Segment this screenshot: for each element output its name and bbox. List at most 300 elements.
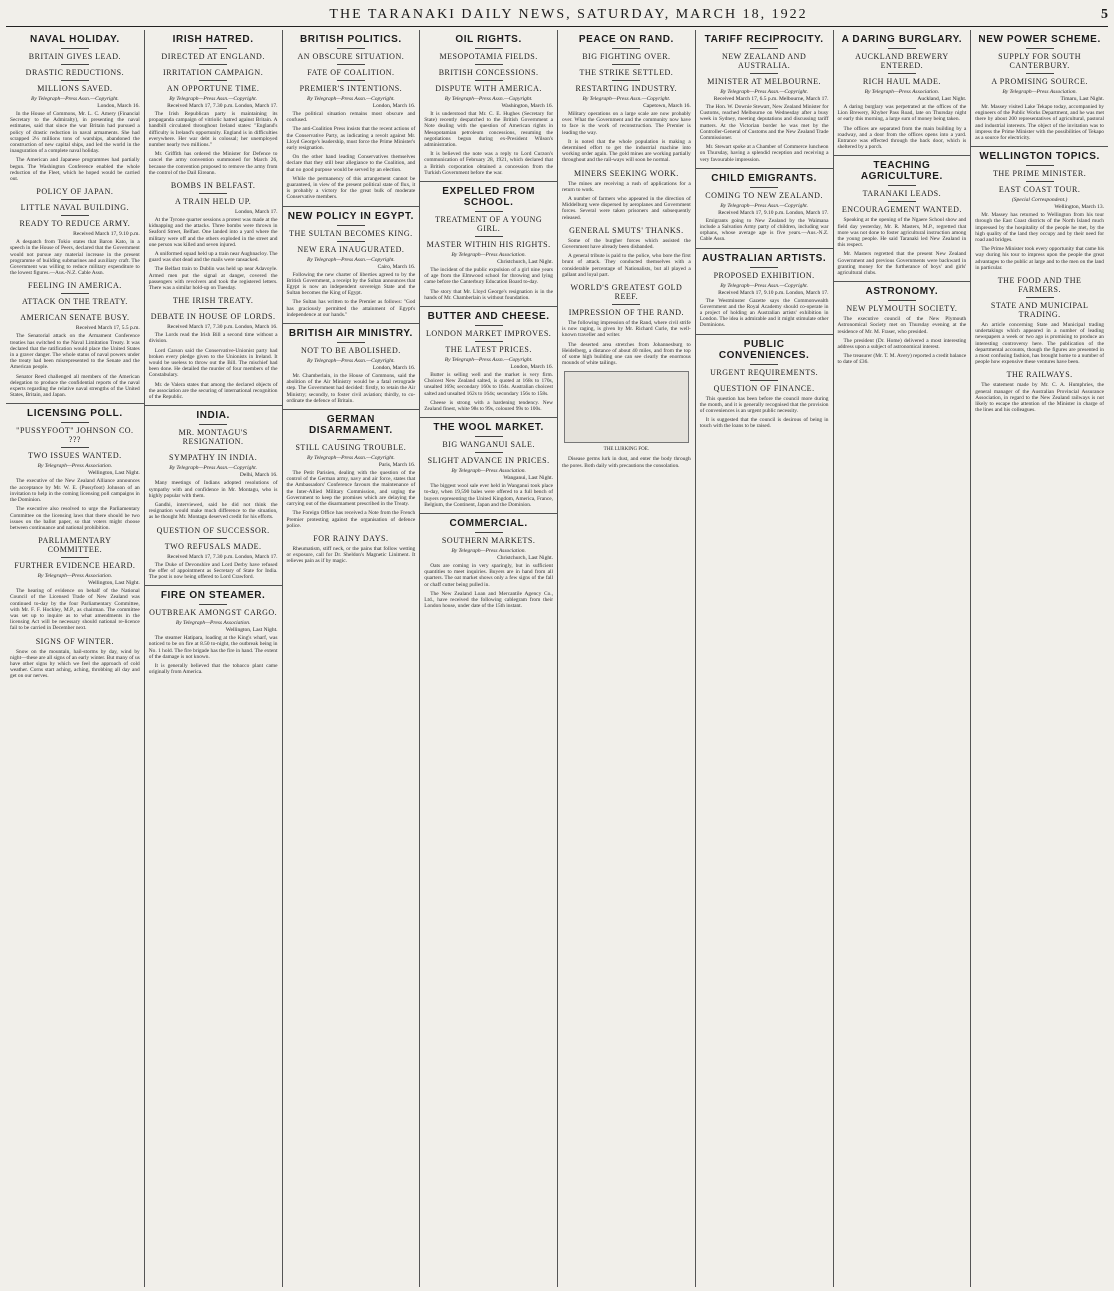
column-5: [557, 30, 695, 1287]
headline-rule: [475, 325, 503, 326]
article-paragraph: The Foreign Office has received a Note from the French Premier protesting against the organisation of defence police.: [286, 510, 416, 529]
headline: BRITISH POLITICS.: [299, 34, 402, 45]
article: [287, 328, 416, 404]
headline: TEACHING AGRICULTURE.: [860, 160, 943, 183]
dateline: Received March 17, 7.30 p.m. London, March 17.: [167, 553, 278, 560]
byline: By Telegraph—Press Assn.—Copyright.: [444, 357, 533, 364]
article: [10, 536, 140, 631]
page-number: 5: [1100, 7, 1108, 22]
subheadline: A TRAIN HELD UP.: [174, 197, 252, 207]
article-paragraph: Military operations on a large scale are now probably over. What the Government and the community now have to face is the work of reconstruction. The Premier is leading the way.: [562, 111, 691, 136]
headline: AUSTRALIAN ARTISTS.: [701, 252, 827, 264]
subheadline: SIGNS OF WINTER.: [35, 636, 115, 646]
article-paragraph: The Westminster Gazette says the Commonwealth Government and the Royal Academy should co-operate in a project of holding an Australian artists' exhibition in London. The idea is admirable and it might stimulate other Dominions.: [699, 297, 829, 329]
subheadline: BOMBS IN BELFAST.: [170, 181, 256, 191]
dateline: Received March 17, 6.5 p.m. Melbourne, March 17.: [713, 96, 829, 102]
headline: WELLINGTON TOPICS.: [979, 151, 1100, 163]
headline-rule: [1026, 181, 1054, 182]
dateline: Timaru, Last Night.: [1060, 96, 1104, 102]
article-paragraph: The Lords read the Irish Bill a second time without a division.: [148, 332, 278, 345]
subheadline: THE RAILWAYS.: [1006, 370, 1073, 380]
byline: By Telegraph—Press Assn.—Copyright.: [169, 465, 258, 472]
byline: By Telegraph—Press Assn.—Copyright.: [306, 96, 395, 102]
byline: By Telegraph—Press Association.: [175, 620, 251, 627]
subheadline: OUTBREAK AMONGST CARGO.: [149, 608, 278, 618]
subheadline: SLIGHT ADVANCE IN PRICES.: [427, 456, 550, 466]
dateline: Received March 17, 9.10 p.m. London, March 17.: [718, 209, 829, 216]
headline-rule: [199, 80, 227, 81]
article-paragraph: The following impression of the Rand, where civil strife is now raging, is given by Mr. Richard Curle, the well-known traveller and writer.: [562, 320, 691, 339]
article-paragraph: Lord Carson said the Conservative-Unionist party had broken every pledge given to the Unionists in Ireland. It would be useless to throw out the Bill. The mischief had been done. He detailed the murder of four members of the Constabulary.: [148, 347, 278, 379]
article-paragraph: It is noted that the whole population is making a determined effort to get the industrial machine into working order again. The gold mines are working partially throughout and the rail-ways will soon be normal.: [562, 138, 691, 164]
dateline: Christchurch, Last Night.: [497, 555, 553, 562]
headline-rule: [61, 64, 89, 65]
article: [562, 226, 691, 278]
article: [287, 34, 416, 201]
article-paragraph: Senator Reed challenged all members of the American delegation to produce the confidential reports of the naval experts regarding the relative naval strengths of the United States, Britain, and Japan.: [10, 373, 140, 399]
headline: NAVAL HOLIDAY.: [30, 34, 120, 45]
article-paragraph: Mr. Griffith has ordered the Minister for Defence to cancel the army convention summoned for March 26, because the convention proposed to remove the army from the control of the Dail Eireann.: [148, 151, 278, 176]
subheadline: TARANAKI LEADS.: [862, 189, 942, 199]
subheadline: TREATMENT OF A YOUNG GIRL.: [435, 215, 543, 234]
subheadline: LITTLE NAVAL BUILDING.: [20, 203, 130, 213]
headline-rule: [750, 364, 778, 365]
article-paragraph: The statement made by Mr. C. A. Humphries, the general manager of the Australian Provincial Assurance Association, in regard to the New Zealand railways is not likely to escape the attention of the Minister in charge of the lines and his colleagues.: [975, 382, 1104, 414]
article-paragraph: The Prime Minister took every opportunity that came his way during his tour to impress upon the people the great advantages to the public at large and to the men on the land in particular.: [975, 246, 1105, 271]
article-paragraph: It is understood that Mr. C. E. Hughes (Secretary for State) recently despatched to the British Government a Note dealing with the question of American rights in Mesopotamian petroleum concessions, resuming the negotiations begun during ex-President Wilson's administration.: [424, 111, 553, 149]
article-divider: [420, 417, 557, 418]
headline-rule: [475, 211, 503, 212]
article-paragraph: Following the new charter of liberties agreed to by the British Government, a receipt by the Sultan announces that Egypt is now an independent sovereign State and the Sultan becomes the King of Egypt.: [286, 271, 416, 297]
subheadline: PROPOSED EXHIBITION.: [713, 270, 815, 280]
subheadline: THE LATEST PRICES.: [445, 345, 532, 355]
subheadline: TWO REFUSALS MADE.: [164, 541, 262, 551]
headline-rule: [475, 452, 503, 453]
headline-rule: [888, 300, 916, 301]
headline: PUBLIC CONVENIENCES.: [718, 338, 810, 361]
headline-rule: [475, 436, 503, 437]
headline-rule: [61, 48, 89, 49]
article: [975, 34, 1104, 141]
headline: THE WOOL MARKET.: [433, 422, 544, 434]
article-paragraph: It is believed the note was a reply to Lord Curzon's communication of February 28, 1921, which declared that a British corporation obtained a concession from the Turkish Government before the war.: [424, 151, 553, 176]
byline: By Telegraph—Press Assn.—Copyright.: [720, 202, 809, 209]
byline: By Telegraph—Press Association.: [451, 468, 526, 475]
byline: By Telegraph—Press Assn.—Copyright.: [306, 455, 395, 462]
headline-rule: [199, 48, 227, 49]
article-paragraph: The offices are separated from the main building by a roadway, and a door from the offices opens into a yard. Entrance was effected through the back door, which is sheltered by a porch.: [837, 125, 967, 151]
article-paragraph: Gandhi, interviewed, said he did not think the resignation would make much difference to the situation, as he thought Mr. Montagu deserved credit for his efforts.: [148, 501, 278, 521]
article: [424, 186, 553, 301]
headline: A DARING BURGLARY.: [841, 34, 963, 45]
article-divider: [420, 306, 557, 307]
article: [562, 371, 691, 468]
subheadline: URGENT REQUIREMENTS.: [710, 367, 819, 377]
column-1: [6, 30, 144, 1287]
headline: GERMAN DISARMAMENT.: [308, 414, 393, 437]
article-divider: [145, 585, 282, 586]
subheadline: PREMIER'S INTENTIONS.: [299, 84, 403, 93]
headline: ASTRONOMY.: [865, 286, 939, 298]
headline-rule: [750, 267, 778, 268]
article-paragraph: The Sultan has written to the Premier as follows: "God has graciously permitted the attainment of Egypt's independence at our hands.": [286, 299, 416, 318]
article-paragraph: The political situation remains most obscure and confused.: [286, 111, 416, 124]
article-paragraph: The Irish Republican party is maintaining its propaganda campaign of vitriolic hatred against Britain. A handbill circulated throughout Ireland states: "England's difficulty is Ireland's opportunity. England is in difficulties everywhere. Her war debt is colossal; her unemployed number nearly two millions.": [148, 111, 278, 149]
article: [287, 414, 416, 529]
column-grid: [6, 30, 1108, 1287]
headline: CHILD EMIGRANTS.: [711, 172, 817, 184]
subheadline: BRITAIN GIVES LEAD.: [28, 52, 121, 61]
subheadline: FATE OF COALITION.: [307, 68, 395, 77]
article: [149, 526, 278, 581]
article: [700, 253, 829, 329]
byline: By Telegraph—Press Assn.—Copyright.: [720, 282, 809, 289]
subheadline: BIG WANGANUI SALE.: [442, 440, 535, 450]
column-2: [144, 30, 282, 1287]
article-paragraph: The story that Mr. Lloyd George's resignation is in the hands of Mr. Chamberlain is without foundation.: [424, 288, 553, 301]
subheadline: WORLD'S GREATEST GOLD REEF.: [570, 283, 683, 302]
dateline: Received March 17, 5.5 p.m.: [75, 325, 140, 332]
headline: NEW POWER SCHEME.: [978, 34, 1101, 45]
byline: By Telegraph—Press Association.: [451, 548, 526, 555]
headline: FIRE ON STEAMER.: [160, 590, 266, 602]
subheadline: DISPUTE WITH AMERICA.: [435, 84, 542, 93]
subheadline: TWO ISSUES WANTED.: [28, 451, 122, 461]
article-divider: [420, 513, 557, 514]
article-paragraph: The mines are receiving a rush of applications for a return to work.: [562, 180, 691, 193]
headline-rule: [199, 538, 227, 539]
dateline: Capetown, March 16.: [643, 103, 691, 109]
headline-rule: [337, 342, 365, 343]
dateline: Received March 17, 9.10 p.m. London, March 17.: [718, 289, 829, 296]
dateline: London, March 16.: [97, 103, 140, 109]
byline: By Telegraph—Press Association.: [864, 89, 940, 95]
article-paragraph: Butter is selling well and the market is very firm. Choicest New Zealand salted, is quoted at 168s to 170s, unsalted 169s; secondary 160s to 164s. Australian choicest salted and unsalted 162s to 164s; secondary 156s to 158s.: [424, 372, 553, 397]
subheadline: ATTACK ON THE TREATY.: [21, 297, 128, 307]
article: [562, 169, 691, 221]
article-paragraph: It is generally believed that the tobacco plant came originally from America.: [148, 662, 278, 676]
article: [838, 286, 967, 365]
subheadline: FURTHER EVIDENCE HEARD.: [14, 561, 136, 571]
subheadline: THE FOOD AND THE FARMERS.: [997, 276, 1082, 295]
headline-rule: [61, 422, 89, 423]
article-paragraph: A general tribute is paid to the police, who bore the first brunt of attack. They conducted themselves with a considerable percentage of Nationalists, but all played a gallant and loyal part.: [562, 253, 691, 278]
article-divider: [834, 155, 971, 156]
subheadline: RESTARTING INDUSTRY.: [575, 84, 678, 93]
headline-rule: [337, 225, 365, 226]
headline-rule: [750, 380, 778, 381]
article-paragraph: Emigrants going to New Zealand by the Waimana include a Salvation Army party of children, including war orphans, whose average age is five years.—Aus.-N.Z. Cable Assn.: [699, 217, 829, 243]
article: [838, 160, 967, 276]
article: [424, 518, 553, 609]
article-paragraph: While the permanency of this arrangement cannot be guaranteed, in view of the present political state of flux, it is probably a victory for the great bulk of moderate Conservative members.: [286, 175, 416, 201]
headline-rule: [337, 48, 365, 49]
article: [975, 370, 1104, 413]
article-paragraph: Mr. Chamberlain, in the House of Commons, said the abolition of the Air Ministry would be a fatal retrograde step. The Government had decided: firstly, to retain the Air Ministry; secondly, to foster civil aviation; thirdly, to co-ordinate the defence of Britain.: [286, 373, 416, 404]
article-paragraph: The steamer Hatipara, loading at the King's wharf, was noticed to be on fire at 8.50 to-night, the outbreak being in No. 1 hold. The fire brigade has the fire in hand. The extent of the damage is not known.: [148, 635, 278, 660]
headline-rule: [199, 193, 227, 194]
article-paragraph: Mr. Massey visited Lake Tekapo today, accompanied by engineers of the Public Works Department, and he was met there by about 200 representatives of agricultural, pastoral and industrial interests. The object of the invitation was to impress the Prime Minister with the possibilities of Tekapo as a source for electricity.: [975, 104, 1104, 142]
headline-rule: [750, 48, 778, 49]
dateline: London, March 16.: [372, 103, 416, 109]
article: [287, 211, 416, 318]
headline-rule: [612, 80, 640, 81]
dateline: Received March 17, 7.30 p.m. London, March 17.: [167, 103, 278, 109]
article: [838, 34, 967, 150]
subheadline: THE SULTAN BECOMES KING.: [289, 228, 413, 238]
subheadline: SOUTHERN MARKETS.: [441, 536, 536, 546]
headline-rule: [475, 341, 503, 342]
article: [149, 410, 278, 520]
headline-rule: [888, 73, 916, 74]
byline: By Telegraph—Press Assn.—Copyright.: [444, 96, 533, 102]
subheadline: THE STRIKE SETTLED.: [579, 68, 674, 77]
dateline: Wellington, Last Night.: [225, 627, 278, 634]
headline-rule: [61, 80, 89, 81]
article: [975, 151, 1104, 271]
headline-rule: [61, 309, 89, 310]
headline-rule: [475, 80, 503, 81]
subheadline: READY TO REDUCE ARMY.: [19, 219, 131, 229]
headline-rule: [475, 236, 503, 237]
article-paragraph: A number of farmers who appeared in the direction of Middelburg were dispersed by aeroplanes and Government forces. Several were taken prisoners and subsequently released.: [562, 196, 691, 221]
subheadline: COMING TO NEW ZEALAND.: [705, 190, 823, 200]
article-paragraph: The incident of the public expulsion of a girl nine years of age from the Elmwood school for throwing and lying came before the Canterbury Education Board to-day.: [424, 267, 553, 286]
headline-rule: [337, 64, 365, 65]
subheadline: LONDON MARKET IMPROVES.: [425, 329, 552, 339]
article-paragraph: A despatch from Tokio states that Baron Kato, in a speech in the House of Peers, declared that the Government would not pursue any material increase in the present programme of building submarines and auxiliary craft. The Government was willing to reduce military expenditure to the lowest figures.—Aus.-N.Z. Cable Assn.: [10, 239, 140, 277]
article: [975, 276, 1104, 365]
headline-rule: [475, 532, 503, 533]
article-paragraph: On the other hand leading Conservatives themselves declare that they still bear allegiance to the Coalition, and that no good purpose would be served by an election.: [286, 154, 416, 173]
article: [562, 283, 691, 366]
subheadline: NEW ZEALAND AND AUSTRALIA.: [722, 52, 807, 70]
article-paragraph: Snow on the mountain, hail-storms by day, wind by night—these are all signs of an early winter. But many of us have other signs by which we feel the approach of cold weather. Corns start aching, aching, throbbing all day and get on our nerves.: [10, 648, 140, 680]
article-paragraph: Mr. Stewart spoke at a Chamber of Commerce luncheon on Thursday, having a splendid reception and receiving a very favourable impression.: [699, 144, 829, 163]
headline-rule: [199, 604, 227, 605]
headline-rule: [612, 64, 640, 65]
dateline: Auckland, Last Night.: [917, 96, 967, 102]
article-paragraph: Oats are coming in very sparingly, but in sufficient quantities to meet inquiries. Buyers are in hand from all quarters. The oat market shows only a few signs of the fall or chaff cutter being pulled in.: [424, 563, 553, 588]
headline-rule: [199, 308, 227, 309]
subheadline: AUCKLAND BREWERY ENTERED.: [855, 52, 949, 70]
headline: OIL RIGHTS.: [455, 34, 522, 45]
headline-rule: [199, 64, 227, 65]
advert-illustration: [564, 371, 689, 443]
headline-rule: [612, 304, 640, 305]
article-paragraph: Mr. de Valera states that among the declared objects of the association are the securing of international recognition of the Republic.: [148, 381, 278, 401]
byline: By Telegraph—Press Association.: [37, 463, 113, 470]
headline-rule: [888, 185, 916, 186]
headline-rule: [1026, 48, 1054, 49]
article-divider: [6, 403, 144, 404]
subheadline: MINISTER AT MELBOURNE.: [707, 77, 821, 86]
article-paragraph: The Belfast train to Dublin was held up near Adavoyle. Armed men put the signal at danger, covered the passengers with revolvers and took the registered letters. There was a similar hold-up on Tuesday.: [148, 266, 278, 292]
headline-rule: [337, 80, 365, 81]
subheadline: STILL CAUSING TROUBLE.: [295, 443, 407, 453]
article: [700, 339, 829, 430]
headline: PEACE ON RAND.: [578, 34, 674, 45]
article-divider: [283, 206, 420, 207]
article-paragraph: Speaking at the opening of the Ngaere School show and field day yesterday, Mr. R. Masters, M.P., regretted that more was not done to foster agricultural instruction among the young people. He said Taranaki led New Zealand in this respect.: [837, 217, 967, 249]
headline-rule: [475, 48, 503, 49]
article: [424, 34, 553, 176]
article-paragraph: Mr. Masters regretted that the present New Zealand Government and previous Governments were backward in granting money for the furtherance of boys' and girls' agricultural clubs.: [837, 251, 967, 277]
subheadline: DEBATE IN HOUSE OF LORDS.: [150, 312, 276, 322]
article-paragraph: Disease germs lurk in dust, and enter the body through the pores. Both daily with precautions the consolation.: [562, 456, 691, 469]
masthead: [6, 4, 1108, 27]
article-paragraph: The president (Dr. Home) delivered a most interesting address upon a subject of astronomical interest.: [837, 337, 967, 351]
subheadline: QUESTION OF SUCCESSOR.: [156, 525, 270, 535]
byline: (Special Correspondent.): [1011, 197, 1068, 204]
subheadline: "PUSSYFOOT" JOHNSON CO. ???: [16, 426, 134, 445]
headline-rule: [612, 48, 640, 49]
headline-rule: [199, 449, 227, 450]
subheadline: ENCOURAGEMENT WANTED.: [841, 205, 962, 215]
article: [700, 173, 829, 243]
subheadline: BIG FIGHTING OVER.: [582, 52, 671, 61]
dateline: London, March 16.: [510, 364, 553, 371]
subheadline: IMPRESSION OF THE RAND.: [568, 308, 685, 318]
article: [149, 34, 278, 176]
column-4: [419, 30, 557, 1287]
headline: NEW POLICY IN EGYPT.: [287, 210, 415, 222]
advert-caption: THE LURKING FOE.: [603, 447, 650, 453]
headline-rule: [61, 557, 89, 558]
dateline: Christchurch, Last Night.: [497, 259, 553, 266]
article-paragraph: The biggest wool sale ever held in Wanganui took place to-day, when 19,590 bales were offered to a full bench of buyers representing the United Kingdom, America, France, Belgium, the Continent, Japan and the Dominion.: [424, 483, 553, 508]
subheadline: DRASTIC REDUCTIONS.: [25, 68, 125, 77]
subheadline: RICH HAUL MADE.: [862, 77, 941, 86]
headline-rule: [1026, 73, 1054, 74]
article-paragraph: Some of the burgher forces which assisted the Government have already been disbanded.: [562, 237, 691, 251]
dateline: London, March 17.: [235, 209, 278, 216]
subheadline: QUESTION OF FINANCE.: [713, 383, 815, 393]
headline: COMMERCIAL.: [449, 518, 528, 530]
subheadline: FEELING IN AMERICA.: [28, 281, 122, 291]
headline: BUTTER AND CHEESE.: [427, 311, 550, 323]
article: [149, 296, 278, 400]
article: [424, 311, 553, 412]
article-paragraph: The executive of the New Zealand Alliance announces the acceptance by Mr. W. E. (Pussyfoot) Johnson of an invitation to help in the coming licensing poll campaigns in the Dominion.: [10, 478, 140, 504]
byline: By Telegraph—Press Association.: [37, 573, 113, 580]
dateline: Wellington, March 13.: [1054, 204, 1104, 211]
subheadline: A PROMISING SOURCE.: [991, 77, 1088, 86]
article: [10, 408, 140, 531]
subheadline: POLICY OF JAPAN.: [36, 187, 114, 197]
article-paragraph: An article concerning State and Municipal trading undertakings which appeared in a number of leading newspapers a week or two ago is promising to produce an interesting controversy here. The publication of the departmental accounts, though the figures are presented in a most confusing fashion, has brought home to a number of people how expensive these ventures have been.: [975, 322, 1104, 366]
dateline: Received March 17, 9.10 p.m.: [73, 231, 140, 238]
byline: By Telegraph—Press Assn.—Copyright.: [582, 96, 671, 102]
headline-rule: [888, 201, 916, 202]
dateline: Cairo, March 16.: [377, 263, 416, 270]
subheadline: IRRITATION CAMPAIGN.: [163, 68, 264, 77]
article-divider: [145, 405, 282, 406]
dateline: London, March 16.: [372, 365, 416, 372]
article-divider: [834, 281, 971, 282]
article: [562, 34, 691, 164]
article: [149, 181, 278, 291]
byline: By Telegraph—Press Assn.—Copyright.: [306, 256, 395, 263]
subheadline: MINERS SEEKING WORK.: [574, 168, 679, 178]
headline-rule: [199, 424, 227, 425]
byline: By Telegraph—Press Assn.—Copyright.: [306, 358, 395, 365]
subheadline: SYMPATHY IN INDIA.: [169, 453, 258, 463]
article-paragraph: At the Tyrone quarter sessions a protest was made at the kidnapping and the attacks. Three bombs were thrown in Seaford Street, Belfast. One landed into a yard where the military were off and the others exploded in the street and one person was killed and seven injured.: [148, 217, 278, 248]
article-paragraph: The executive council of the New Plymouth Astronomical Society met on Thursday evening at the residence of Mr. M. Fraser, who presided.: [837, 316, 967, 335]
article-paragraph: Mr. Massey has returned to Wellington from his tour through the East Coast districts of the North Island much impressed by the hospitality of the people he met, by the high quality of the land they occupy and by their need for road and bridges.: [975, 212, 1104, 244]
article-divider: [696, 168, 833, 169]
article-paragraph: The Hon. W. Downie Stewart, New Zealand Minister for Customs, reached Melbourne on Wednesday after a busy week in Sydney, meeting deputations and discussing tariff matters. At the Victorian border he was met by the Controller-General of Customs and the New Zealand Trade Commissioner.: [699, 104, 829, 142]
article-paragraph: The New Zealand Loan and Mercantile Agency Co., Ltd., have received the following cablegram from their London house, under date of the 15th instant.: [424, 590, 553, 610]
article-paragraph: The deserted area stretches from Johannesburg to Heidelberg, a distance of about 40 miles, and from the top of some high building one can see clearly the enormous mounds of white tailings.: [562, 341, 691, 367]
headline: LICENSING POLL.: [27, 408, 123, 420]
subheadline: THE PRIME MINISTER.: [992, 169, 1087, 179]
article: [10, 187, 140, 276]
column-7: [833, 30, 971, 1287]
subheadline: NEW PLYMOUTH SOCIETY.: [846, 304, 958, 314]
headline-rule: [61, 199, 89, 200]
article-paragraph: A uniformed squad held up a train near Aughnacloy. The guard was shot dead and the mails were ransacked.: [148, 251, 278, 264]
article-paragraph: The hearing of evidence on behalf of the National Council of the Licensed Trade of New Zealand was continued to-day by the four Parliamentary Committee, with Mr. F. F. Hockley, M.P., as chairman. The committee was set up to inquire as to what amendments in the licensing Act will be necessary should national re-licence fail to be carried in December next.: [10, 588, 140, 632]
dateline: Washington, March 16.: [501, 103, 553, 109]
headline: INDIA.: [196, 410, 230, 422]
subheadline: NOT TO BE ABOLISHED.: [300, 346, 401, 356]
article-paragraph: The Senatorial attack on the Armament Conference treaties has switched to the Naval Limitation Treaty. It was declared that the ratification would place the United States in a graver danger. The whole status of naval powers under the treaty had been misrepresented to the Senate and the American people.: [10, 333, 140, 371]
article-divider: [283, 409, 420, 410]
dateline: Wellington, Last Night.: [87, 580, 140, 587]
article-paragraph: This question has been before the council more during the month, and it is generally recognised that the provision of conveniences is an urgent public necessity.: [699, 395, 829, 415]
headline: TARIFF RECIPROCITY.: [704, 34, 824, 45]
article: [10, 637, 140, 680]
dateline: Wellington, Last Night.: [87, 470, 140, 477]
article-paragraph: The anti-Coalition Press insists that the recent actions of the Conservative Party, as indicating a revolt against Mr. Lloyd George's leadership, must force the Prime Minister's early resignation.: [286, 126, 416, 152]
headline-rule: [750, 73, 778, 74]
article-paragraph: Many meetings of Indians adopted resolutions of sympathy with and confidence in Mr. Montagu, who is highly popular with them.: [148, 480, 278, 499]
headline-rule: [1026, 297, 1054, 298]
subheadline: GENERAL SMUTS' THANKS.: [569, 225, 684, 235]
article-paragraph: The executive also resolved to urge the Parliamentary Committee on the licensing laws that there should be two issues on the ballot paper, so that voters might choose between continuance and national prohibition.: [10, 506, 140, 531]
article: [149, 590, 278, 675]
article: [287, 534, 416, 565]
column-3: [282, 30, 420, 1287]
dateline: Wanganui, Last Night.: [503, 475, 553, 482]
subheadline: BRITISH CONCESSIONS.: [438, 68, 539, 77]
subheadline: STATE AND MUNICIPAL TRADING.: [990, 301, 1089, 320]
byline: By Telegraph—Press Association.: [1002, 89, 1077, 95]
subheadline: MR. MONTAGU'S RESIGNATION.: [178, 428, 248, 447]
article-paragraph: The American and Japanese programmes had partially begun. The Washington Conference enabled the whole reduction of the Fleet, which he hoped would be carried out.: [10, 157, 140, 183]
headline-rule: [61, 293, 89, 294]
headline-rule: [337, 241, 365, 242]
article-divider: [420, 181, 557, 182]
headline-rule: [337, 439, 365, 440]
byline: By Telegraph—Press Association.: [451, 252, 526, 259]
article: [10, 34, 140, 182]
article-paragraph: In the House of Commons, Mr. L. C. Amery (Financial Secretary to the Admiralty), in presenting the naval estimates, said that since the war Britain had pursued a policy of drastic reduction in naval armaments. She had scrapped 2¼ millions tons of warships, abandoned the construction of new capital ships, and led the world in the inauguration of a complete naval holiday.: [10, 111, 140, 155]
byline: By Telegraph—Press Assn.—Copyright.: [720, 89, 809, 95]
subheadline: AMERICAN SENATE BUSY.: [20, 313, 130, 323]
byline: By Telegraph—Press Assn.—Copyright.: [30, 96, 119, 102]
subheadline: EAST COAST TOUR.: [998, 185, 1081, 195]
subheadline: FOR RAINY DAYS.: [313, 533, 389, 543]
article-paragraph: Rheumatism, stiff neck, or the pains that follow wetting or exposure, call for Dr. Sheldon's Magnetic Liniment. It relieves pain as if by magic.: [286, 545, 416, 565]
subheadline: DIRECTED AT ENGLAND.: [161, 52, 265, 61]
article-divider: [283, 323, 420, 324]
dateline: Received March 17, 7.30 p.m. London, March 16.: [167, 324, 278, 331]
subheadline: AN OPPORTUNE TIME.: [166, 84, 260, 93]
subheadline: THE IRISH TREATY.: [172, 296, 254, 306]
